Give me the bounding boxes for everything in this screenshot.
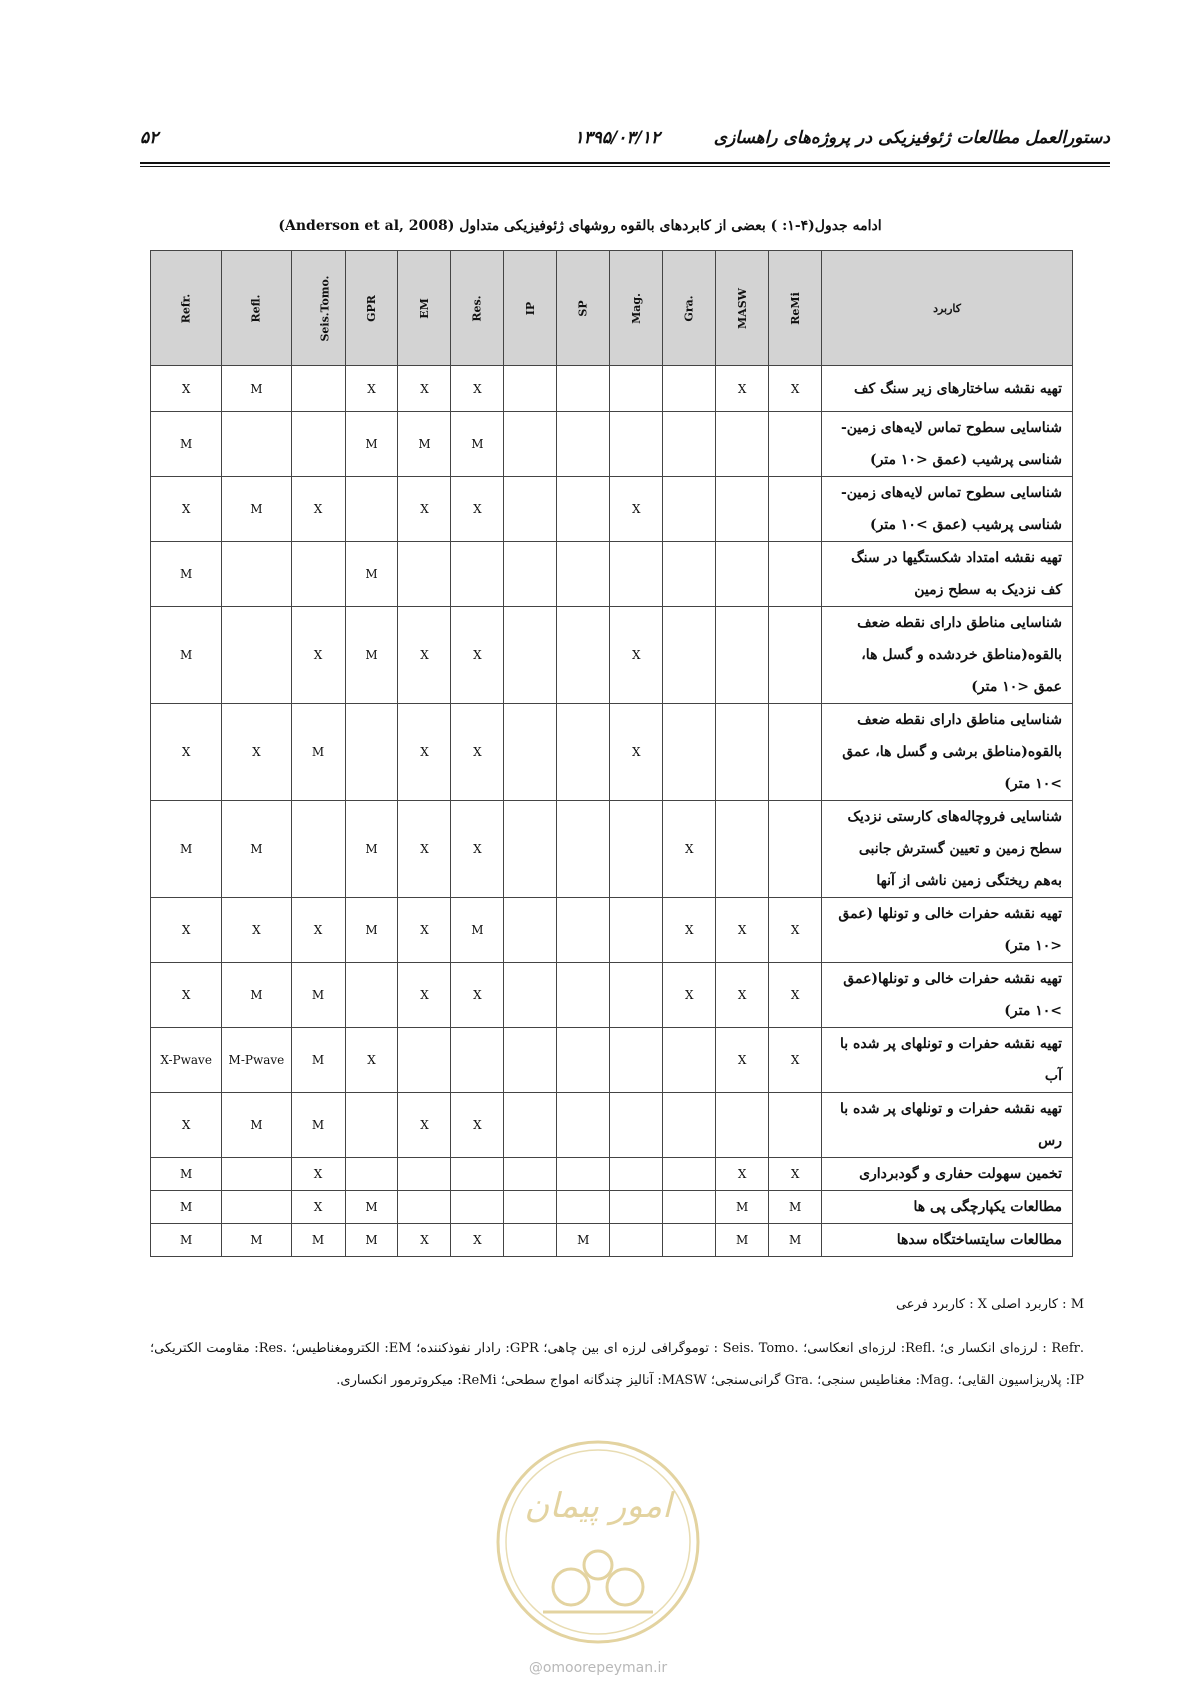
table-cell [610,542,663,607]
column-header-label: EM [417,297,431,319]
table-cell [557,542,610,607]
publisher-seal-watermark [493,1437,703,1647]
table-cell: X [398,898,451,963]
table-cell [504,1224,557,1257]
table-cell [769,1093,822,1158]
column-header [151,251,222,366]
table-cell: M [291,704,345,801]
table-cell [557,898,610,963]
table-cell: X [610,704,663,801]
table-cell [716,704,769,801]
table-cell [451,1158,504,1191]
seal-lettering: امور پیمان [524,1486,672,1526]
table-cell: X [663,963,716,1028]
table-cell: M [345,412,398,477]
table-cell: X [151,1093,222,1158]
table-cell [291,801,345,898]
column-header [504,251,557,366]
table-cell [769,477,822,542]
table-cell [557,1093,610,1158]
table-cell: M [716,1224,769,1257]
table-header-row [151,251,1073,366]
table-cell [451,1191,504,1224]
usage-cell: تهیه نقشه حفرات خالی و تونلها (عمق <۱۰ متر) [822,898,1073,963]
table-cell: M [345,542,398,607]
table-cell [769,542,822,607]
table-cell [610,801,663,898]
table-cell: M [451,412,504,477]
table-cell: M [151,1158,222,1191]
table-cell [663,1093,716,1158]
table-cell [557,366,610,412]
table-cell: M [151,1224,222,1257]
table-cell: X [398,366,451,412]
column-header-label: SP [576,299,590,317]
table-cell: M [345,898,398,963]
table-row [151,412,1073,477]
table-cell: X [610,607,663,704]
usage-cell: تهیه نقشه امتداد شکستگیها در سنگ کف نزدیک به سطح زمین [822,542,1073,607]
table-cell: M-Pwave [222,1028,291,1093]
table-cell [504,412,557,477]
table-cell [663,1028,716,1093]
table-cell: X [716,366,769,412]
usage-cell: شناسایی فروچاله‌های کارستی نزدیک سطح زمین و تعیین گسترش جانبی به‌هم ریختگی زمین ناشی از آنها [822,801,1073,898]
usage-cell: تهیه نقشه ساختارهای زیر سنگ کف [822,366,1073,412]
table-cell [504,477,557,542]
table-cell [345,963,398,1028]
table-cell: M [291,1093,345,1158]
table-cell [504,898,557,963]
table-cell: X [151,366,222,412]
usage-cell: تهیه نقشه حفرات خالی و تونلها(عمق >۱۰ متر) [822,963,1073,1028]
table-cell: X [769,366,822,412]
table-cell: X [769,1028,822,1093]
table-cell [610,1224,663,1257]
table-cell [557,1028,610,1093]
table-cell [610,1093,663,1158]
table-cell [610,898,663,963]
column-header-label: Res. [470,294,484,322]
table-cell: M [222,1224,291,1257]
table-cell [610,963,663,1028]
table-cell: X [610,477,663,542]
table-cell [610,366,663,412]
table-cell: M [151,607,222,704]
table-cell: X [291,607,345,704]
table-cell [557,607,610,704]
table-cell: M [291,1224,345,1257]
column-header-label: MASW [735,287,749,329]
table-cell [291,542,345,607]
table-cell [504,963,557,1028]
table-cell [663,607,716,704]
table-cell [663,412,716,477]
table-cell [716,412,769,477]
table-cell [291,412,345,477]
table-cell: X [769,1158,822,1191]
table-row [151,477,1073,542]
table-row [151,542,1073,607]
table-cell [663,1191,716,1224]
column-header [610,251,663,366]
table-cell: M [151,542,222,607]
table-cell: M [716,1191,769,1224]
usage-cell: تهیه نقشه حفرات و تونلهای پر شده با رس [822,1093,1073,1158]
table-cell [398,1028,451,1093]
table-cell: X [398,1224,451,1257]
table-cell [610,1158,663,1191]
table-cell: X [451,477,504,542]
table-row [151,607,1073,704]
table-cell [557,801,610,898]
header-rule-thick [140,162,1110,164]
table-row [151,963,1073,1028]
legend-note: M : کاربرد اصلی X : کاربرد فرعی [895,1297,1084,1312]
table-cell: M [151,1191,222,1224]
table-cell [222,1158,291,1191]
usage-cell: مطالعات سایتساختگاه سدها [822,1224,1073,1257]
abbreviations-note: .Refr : لرزه‌ای انکسار ی؛ .Refl: لرزه‌ای انعکاسی؛ .Seis. Tomo : توموگرافی لرزه ای بین چاهی؛ GPR: رادار نفوذکننده؛ EM: الکترومغناطیس؛ .Res: مقاومت الکتریکی؛ IP: پلاریزاسیون القایی؛ .Mag: مغناطیس سنجی؛ .Gra گرانی‌سنجی؛ MASW: آنالیز چندگانه امواج سطحی؛ ReMi: میکروترمور انکساری. [150,1341,1084,1388]
table-cell [557,1158,610,1191]
watermark-url: @omoorepeyman.ir [528,1660,668,1676]
table-cell [398,1191,451,1224]
table-cell [716,801,769,898]
table-row [151,1224,1073,1257]
table-cell: X [291,1191,345,1224]
table-row [151,704,1073,801]
table-cell: X [398,1093,451,1158]
table-cell: X-Pwave [151,1028,222,1093]
usage-cell: شناسایی مناطق دارای نقطه ضعف بالقوه(مناطق برشی و گسل ها، عمق >۱۰ متر) [822,704,1073,801]
table-cell [222,412,291,477]
table-cell [716,542,769,607]
table-cell: M [345,1224,398,1257]
usage-cell: شناسایی مناطق دارای نقطه ضعف بالقوه(مناطق خردشده و گسل ها، عمق <۱۰ متر) [822,607,1073,704]
table-cell [345,1158,398,1191]
document-title: دستورالعمل مطالعات ژئوفیزیکی در پروژه‌های راهسازی [713,128,1110,148]
table-cell: X [716,1158,769,1191]
table-cell [222,607,291,704]
table-cell [769,412,822,477]
table-cell: X [398,963,451,1028]
table-cell [291,366,345,412]
table-cell: X [451,607,504,704]
table-cell [504,704,557,801]
table-cell [345,1093,398,1158]
table-cell: M [222,366,291,412]
table-cell [769,801,822,898]
table-cell [610,412,663,477]
table-row [151,801,1073,898]
table-cell: M [151,801,222,898]
table-cell: X [716,963,769,1028]
page-header [140,128,1110,156]
table-cell [663,542,716,607]
table-row [151,1158,1073,1191]
table-cell: X [451,963,504,1028]
table-cell [663,477,716,542]
table-cell: M [345,1191,398,1224]
usage-cell: تخمین سهولت حفاری و گودبرداری [822,1158,1073,1191]
table-cell: X [398,607,451,704]
table-cell: X [345,366,398,412]
table-cell: X [291,898,345,963]
column-header-label: Gra. [682,294,696,322]
table-cell: X [345,1028,398,1093]
table-cell [504,1158,557,1191]
usage-column-header: کاربرد [822,251,1073,366]
table-cell: X [222,898,291,963]
table-cell: M [222,801,291,898]
table-cell [716,477,769,542]
table-cell [610,1191,663,1224]
column-header [291,251,345,366]
table-cell [504,607,557,704]
table-row [151,1093,1073,1158]
table-row [151,898,1073,963]
table-cell: X [291,477,345,542]
table-cell: X [716,898,769,963]
table-row [151,366,1073,412]
table-cell: X [451,704,504,801]
column-header-label: Mag. [629,292,643,324]
table-cell: M [151,412,222,477]
table-cell: M [345,607,398,704]
column-header [663,251,716,366]
column-header [398,251,451,366]
table-cell: M [222,1093,291,1158]
column-header [769,251,822,366]
table-cell [663,1158,716,1191]
table-cell: M [222,963,291,1028]
column-header-label: GPR [365,294,378,322]
table-cell: X [398,477,451,542]
table-cell [557,412,610,477]
column-header [345,251,398,366]
table-cell: M [222,477,291,542]
column-header-label: Refr. [179,293,193,323]
table-cell [345,704,398,801]
table-cell [663,1224,716,1257]
column-header [451,251,504,366]
table-cell: X [151,704,222,801]
column-header-label: Refl. [249,294,263,322]
table-cell: X [398,704,451,801]
table-cell: M [769,1191,822,1224]
table-cell [557,704,610,801]
table-cell: M [769,1224,822,1257]
usage-cell: تهیه نقشه حفرات و تونلهای پر شده با آب [822,1028,1073,1093]
usage-cell: مطالعات یکپارچگی پی ها [822,1191,1073,1224]
table-cell [716,1093,769,1158]
table-cell [345,477,398,542]
table-cell: X [151,477,222,542]
table-cell: X [663,898,716,963]
table-row [151,1028,1073,1093]
table-cell: X [769,963,822,1028]
table-cell [716,607,769,704]
table-cell: M [557,1224,610,1257]
table-cell: X [663,801,716,898]
table-cell: X [451,366,504,412]
usage-cell: شناسایی سطوح تماس لایه‌های زمین-شناسی پرشیب (عمق <۱۰ متر) [822,412,1073,477]
column-header-label: Seis.Tomo. [318,274,332,342]
table-cell: X [291,1158,345,1191]
usage-cell: شناسایی سطوح تماس لایه‌های زمین-شناسی پرشیب (عمق >۱۰ متر) [822,477,1073,542]
column-header [557,251,610,366]
table-cell [663,366,716,412]
table-cell: M [345,801,398,898]
table-cell: M [291,1028,345,1093]
table-cell [769,607,822,704]
table-cell: X [151,963,222,1028]
table-cell: M [398,412,451,477]
table-cell [451,1028,504,1093]
table-cell [504,801,557,898]
table-cell: M [451,898,504,963]
page-number: ۵۲ [140,128,159,148]
column-header [222,251,291,366]
column-header-label: ReMi [788,291,802,325]
header-rule-thin [140,166,1110,167]
table-cell [557,963,610,1028]
table-cell [398,1158,451,1191]
table-cell [504,1191,557,1224]
table-cell: M [291,963,345,1028]
table-cell: X [398,801,451,898]
table-cell [222,1191,291,1224]
table-row [151,1191,1073,1224]
table-cell [504,1028,557,1093]
table-cell [663,704,716,801]
table-cell [504,542,557,607]
table-cell: X [451,1224,504,1257]
table-cell [504,366,557,412]
table-cell [398,542,451,607]
table-cell: X [451,1093,504,1158]
table-cell: X [716,1028,769,1093]
column-header [716,251,769,366]
table-cell: X [222,704,291,801]
table-cell [610,1028,663,1093]
document-date: ۱۳۹۵/۰۳/۱۲ [574,128,660,148]
table-cell [451,542,504,607]
table-cell: X [451,801,504,898]
geophysics-methods-table [150,250,1073,1257]
table-cell: X [151,898,222,963]
table-cell [222,542,291,607]
table-cell [504,1093,557,1158]
table-cell [557,477,610,542]
table-caption: ادامه جدول(۴-۱: ) بعضی از کابردهای بالقوه روشهای ژئوفیزیکی متداول (Anderson et al, 2008) [278,218,882,234]
table-cell [769,704,822,801]
column-header-label: IP [523,301,537,315]
table-cell [557,1191,610,1224]
table-cell: X [769,898,822,963]
